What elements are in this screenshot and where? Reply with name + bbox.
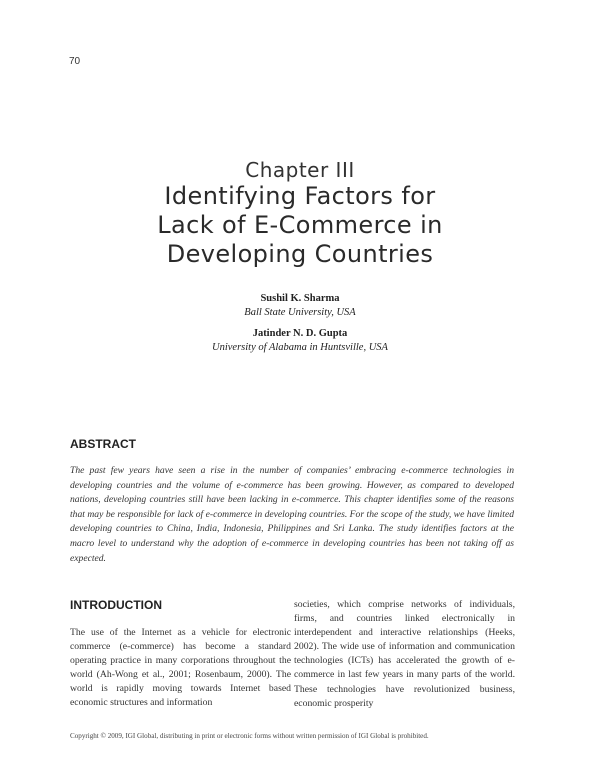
introduction-left-column: [70, 598, 291, 711]
chapter-label: Chapter III: [245, 158, 355, 182]
introduction-paragraph: The use of the Internet as a vehicle for electronic commerce (e-commerce) has become a standard operating practice in many corporations throughout the world (Ah-Wong et al., 2001; Rosenbaum, 2000). The world is rapidly moving towards Internet based economic structures and information: [70, 627, 291, 709]
author-list: [0, 292, 600, 355]
author-name: Sushil K. Sharma: [260, 293, 340, 304]
copyright-notice: Copyright © 2009, IGI Global, distributing in print or electronic forms without written permission of IGI Global is prohibited.: [70, 732, 429, 740]
chapter-title-line: Developing Countries: [166, 240, 434, 268]
chapter-title-line: Lack of E-Commerce in: [157, 211, 443, 239]
chapter-title-line: Identifying Factors for: [164, 182, 436, 210]
chapter-title: [0, 182, 600, 269]
author-affiliation: Ball State University, USA: [244, 307, 356, 318]
introduction-right-column: [294, 598, 515, 711]
abstract-text: The past few years have seen a rise in the number of companies’ embracing e-commerce technologies in developing countries and the volume of e-commerce has been growing. However, as compared to developed nations, developing countries still have been lacking in e-commerce. This chapter identifies some of the reasons that may be responsible for lack of e-commerce in developing countries. For the scope of the study, we have limited developing countries to China, India, Indonesia, Philippines and Sri Lanka. The study identifies factors at the macro level to understand why the adoption of e-commerce in developing countries has been not taking off as expected.: [70, 465, 514, 564]
page-number: 70: [69, 56, 81, 67]
author-block: [0, 292, 600, 320]
abstract-heading: ABSTRACT: [70, 437, 136, 451]
author-block: [0, 327, 600, 355]
author-affiliation: University of Alabama in Huntsville, USA: [212, 342, 388, 353]
introduction-paragraph-continued: societies, which comprise networks of individuals, firms, and countries linked electronically in interdependent and interactive relationships (Heeks, 2002). The wide use of information and communication technologies (ICTs) has accelerated the growth of e-commerce in last few years in many parts of the world. These technologies have revolutionized business, economic prosperity: [294, 599, 515, 709]
author-name: Jatinder N. D. Gupta: [252, 328, 348, 339]
introduction-heading: INTRODUCTION: [70, 598, 162, 612]
